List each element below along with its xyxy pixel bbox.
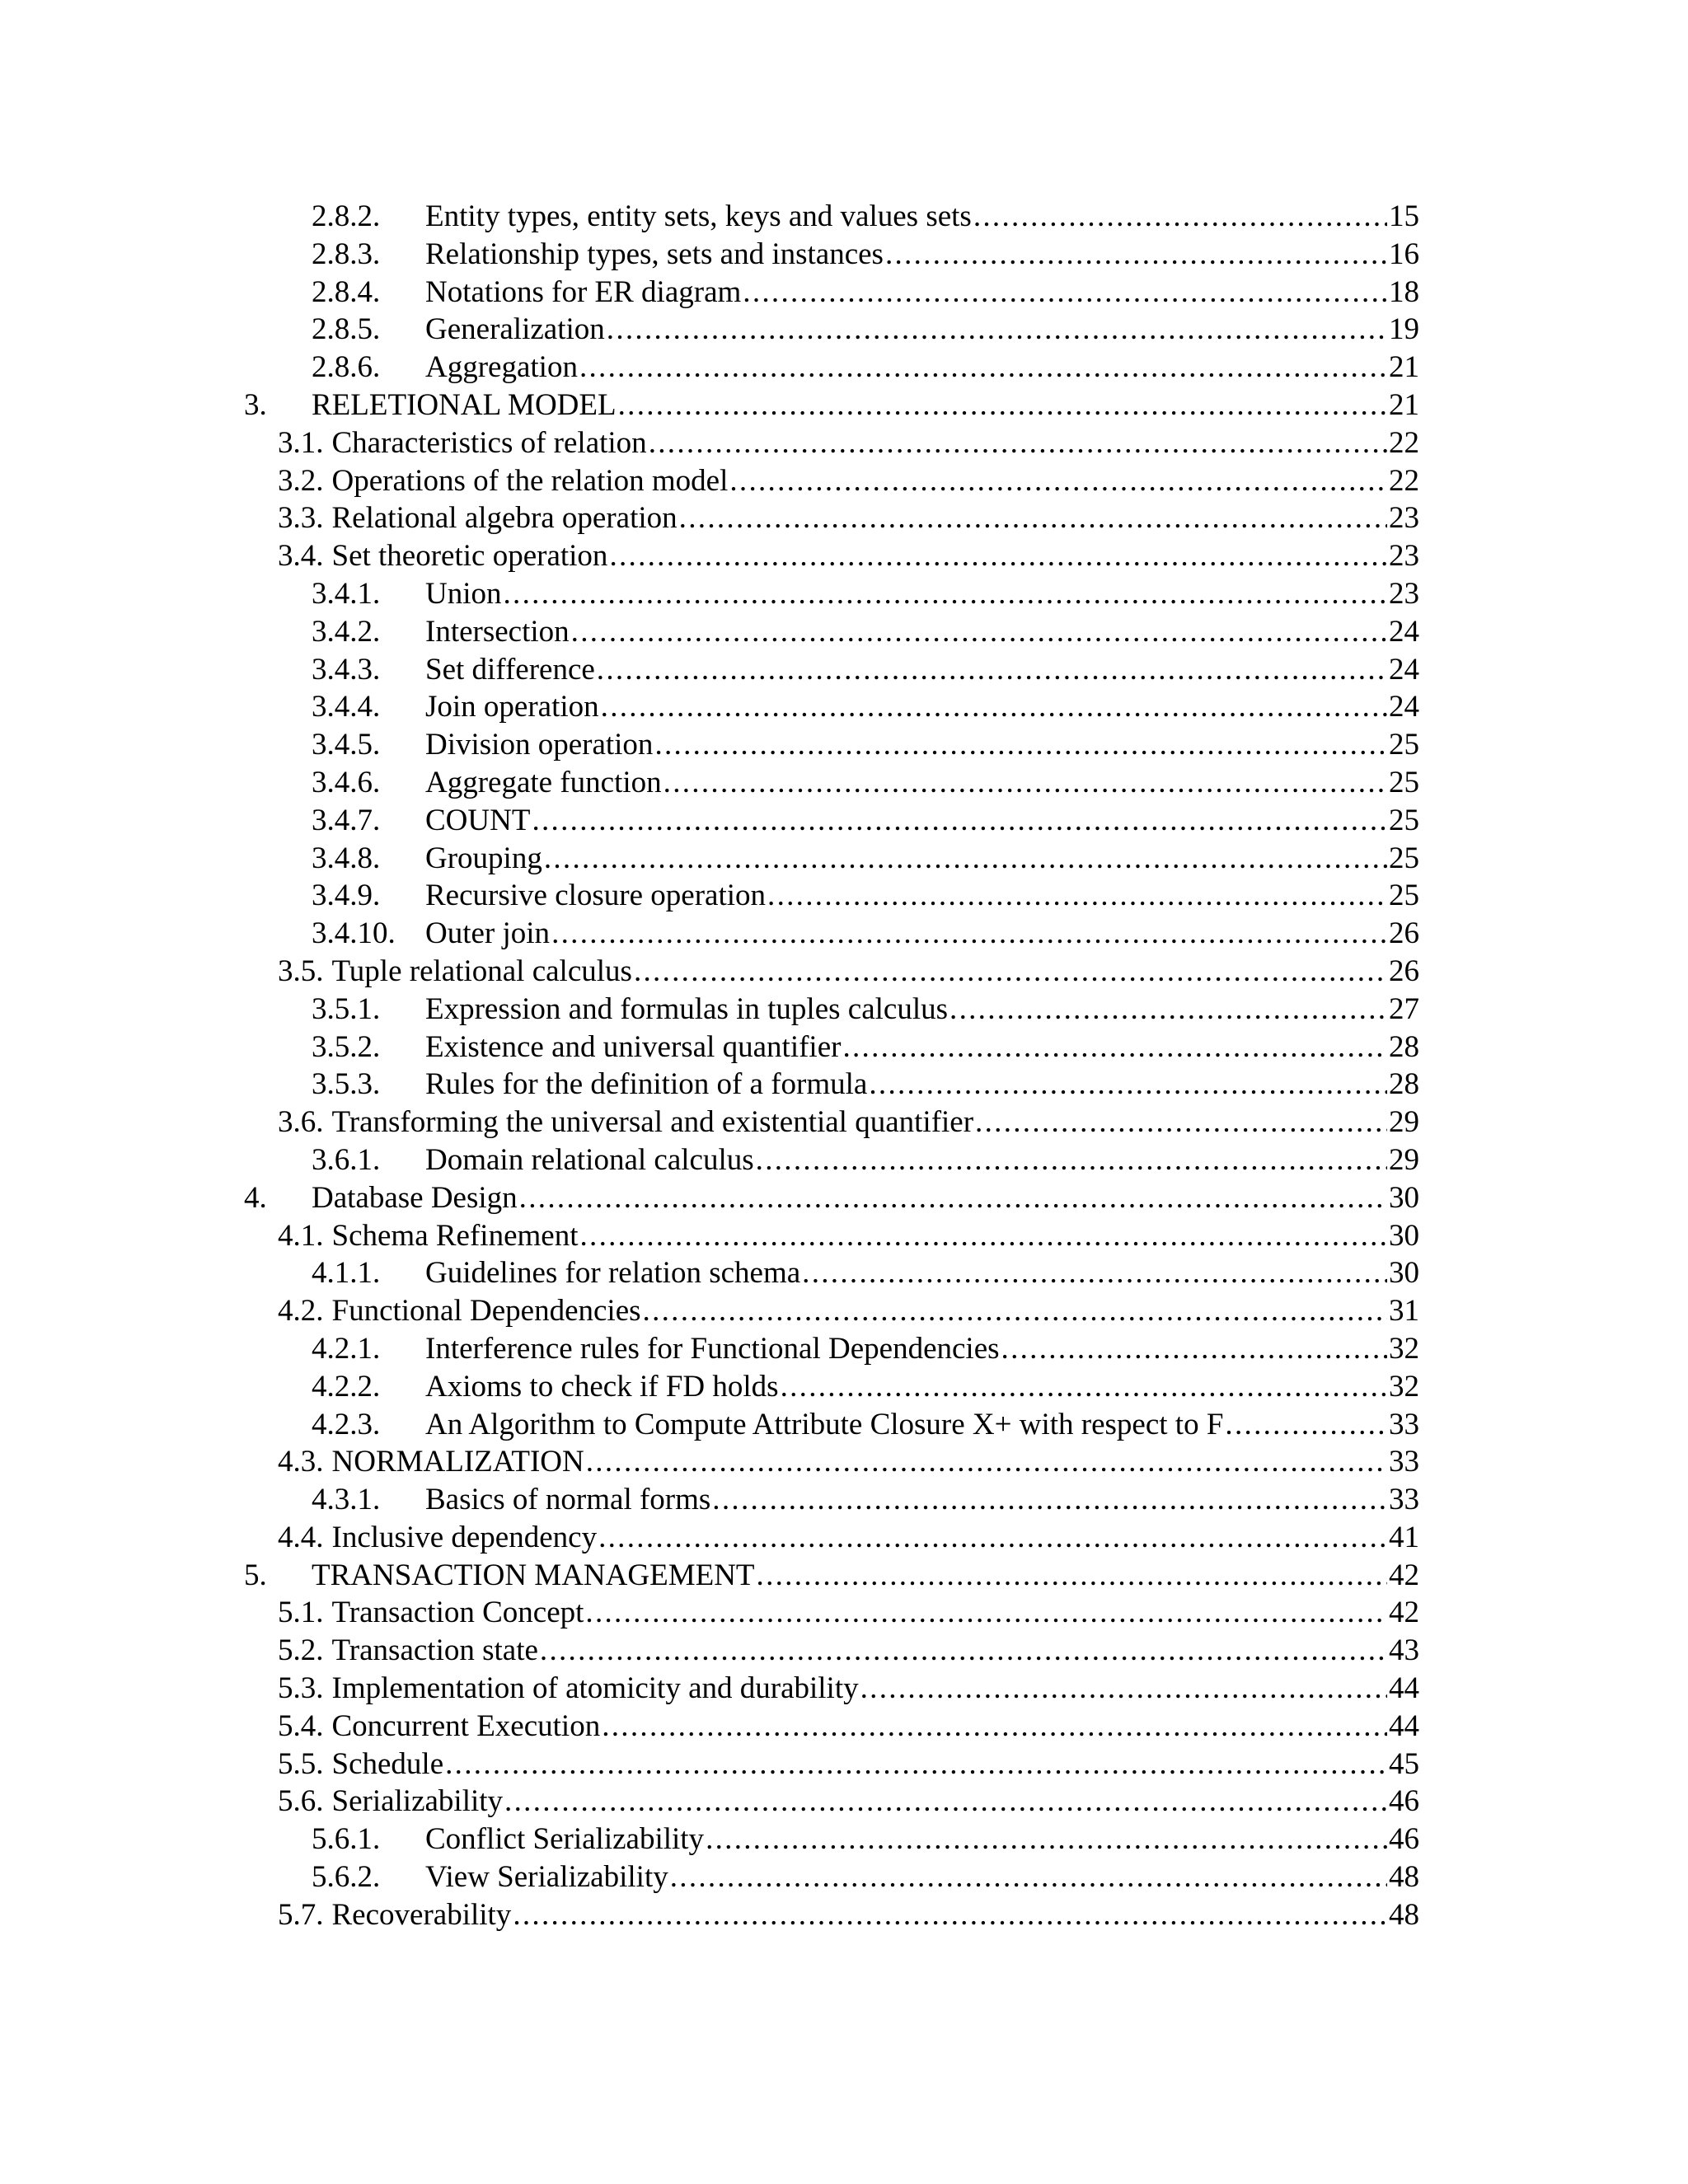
- toc-entry-line: [278, 1292, 1419, 1330]
- toc-entry-title: Generalization: [425, 312, 605, 347]
- dot-leader: [756, 1141, 1387, 1179]
- toc-entry-title: Interference rules for Functional Dependencies: [425, 1331, 1000, 1366]
- dot-leader: [885, 236, 1387, 274]
- toc-entry-title: Intersection: [425, 614, 570, 649]
- toc-entry[interactable]: [0, 1029, 1688, 1066]
- toc-entry-title: Existence and universal quantifier: [425, 1029, 842, 1064]
- toc-entry[interactable]: [0, 387, 1688, 424]
- toc-entry[interactable]: [0, 1821, 1688, 1858]
- toc-entry-line: [312, 651, 1419, 689]
- dot-leader: [975, 1104, 1387, 1141]
- toc-entry-number: 4.2.2.: [312, 1369, 381, 1404]
- toc-entry-number: 3.5.3.: [312, 1067, 381, 1102]
- dot-leader: [743, 274, 1387, 312]
- toc-entry-line: [312, 1858, 1419, 1896]
- toc-entry-line: [312, 1368, 1419, 1406]
- toc-entry-title: Guidelines for relation schema: [425, 1256, 801, 1291]
- toc-entry-page: 28: [1389, 1067, 1419, 1102]
- toc-entry-title: Conflict Serializability: [425, 1822, 705, 1857]
- toc-entry-number: 2.8.2.: [312, 199, 381, 233]
- toc-entry-page: 42: [1389, 1558, 1419, 1592]
- dot-leader: [540, 1632, 1387, 1670]
- toc-entry-page: 33: [1389, 1483, 1419, 1517]
- toc-entry-line: [312, 726, 1419, 764]
- toc-entry[interactable]: [0, 1066, 1688, 1104]
- toc-entry-line: [312, 198, 1419, 236]
- toc-entry[interactable]: [0, 802, 1688, 840]
- toc-entry-number: 5.7.: [278, 1897, 324, 1932]
- toc-entry-page: 28: [1389, 1029, 1419, 1064]
- toc-entry-number: 3.5.: [278, 954, 324, 988]
- toc-entry[interactable]: [0, 1519, 1688, 1557]
- toc-entry-title: Concurrent Execution: [331, 1708, 601, 1743]
- dot-leader: [706, 1821, 1387, 1858]
- dot-leader: [634, 953, 1387, 991]
- toc-entry[interactable]: [0, 726, 1688, 764]
- toc-entry-line: [312, 1141, 1419, 1179]
- toc-entry-line: [244, 1179, 1419, 1217]
- toc-entry[interactable]: [0, 840, 1688, 878]
- toc-entry[interactable]: [0, 1104, 1688, 1141]
- toc-entry-number: 3.4.5.: [312, 728, 381, 762]
- toc-entry-line: [312, 1254, 1419, 1292]
- toc-entry-page: 24: [1389, 690, 1419, 724]
- toc-entry-page: 23: [1389, 501, 1419, 536]
- toc-entry-title: Aggregate function: [425, 765, 662, 799]
- toc-entry-line: [278, 424, 1419, 462]
- toc-entry[interactable]: [0, 236, 1688, 274]
- dot-leader: [601, 688, 1387, 726]
- dot-leader: [663, 764, 1387, 802]
- dot-leader: [670, 1858, 1387, 1896]
- dot-leader: [598, 1519, 1387, 1557]
- toc-entry-line: [278, 1896, 1419, 1934]
- toc-entry-title: Aggregation: [425, 350, 578, 385]
- toc-entry-number: 3.6.: [278, 1105, 324, 1140]
- toc-entry-line: [312, 991, 1419, 1029]
- toc-entry-number: 3.4.: [278, 539, 324, 574]
- toc-entry[interactable]: [0, 1896, 1688, 1934]
- toc-entry-line: [312, 1406, 1419, 1444]
- toc-entry-number: 4.2.3.: [312, 1407, 381, 1441]
- toc-entry-page: 19: [1389, 312, 1419, 347]
- toc-entry[interactable]: [0, 1594, 1688, 1632]
- toc-entry-line: [244, 387, 1419, 424]
- toc-entry-title: Notations for ER diagram: [425, 274, 742, 309]
- toc-entry-title: Inclusive dependency: [331, 1520, 598, 1554]
- toc-entry[interactable]: [0, 424, 1688, 462]
- toc-entry[interactable]: [0, 688, 1688, 726]
- toc-entry[interactable]: [0, 613, 1688, 651]
- toc-entry-page: 22: [1389, 463, 1419, 498]
- toc-entry-number: 2.8.6.: [312, 350, 381, 385]
- toc-entry-title: Transaction state: [331, 1633, 538, 1668]
- toc-entry-title: Outer join: [425, 916, 551, 951]
- toc-entry-page: 26: [1389, 916, 1419, 951]
- toc-entry-number: 4.4.: [278, 1520, 324, 1554]
- toc-entry-title: Entity types, entity sets, keys and values sets: [425, 199, 972, 233]
- dot-leader: [869, 1066, 1387, 1104]
- dot-leader: [571, 613, 1387, 651]
- toc-entry-number: 3.2.: [278, 463, 324, 498]
- dot-leader: [973, 198, 1387, 236]
- toc-entry-title: Grouping: [425, 841, 542, 875]
- dot-leader: [585, 1594, 1387, 1632]
- toc-entry-line: [312, 575, 1419, 613]
- toc-entry[interactable]: [0, 499, 1688, 537]
- toc-entry-page: 25: [1389, 803, 1419, 837]
- toc-entry-line: [312, 764, 1419, 802]
- toc-entry-title: Transforming the universal and existential quantifier: [331, 1105, 974, 1140]
- toc-entry-page: 26: [1389, 954, 1419, 988]
- toc-entry[interactable]: [0, 1746, 1688, 1783]
- toc-entry-number: 3.4.3.: [312, 652, 381, 687]
- toc-entry-page: 44: [1389, 1708, 1419, 1743]
- toc-entry-number: 4.1.1.: [312, 1256, 381, 1291]
- dot-leader: [781, 1368, 1387, 1406]
- toc-entry-number: 3.4.4.: [312, 690, 381, 724]
- dot-leader: [504, 1783, 1387, 1821]
- toc-entry-number: 3.4.7.: [312, 803, 381, 837]
- toc-entry-title: Axioms to check if FD holds: [425, 1369, 779, 1404]
- toc-entry-line: [312, 688, 1419, 726]
- toc-entry-number: 2.8.3.: [312, 237, 381, 271]
- dot-leader: [513, 1896, 1387, 1934]
- toc-entry-title: Join operation: [425, 690, 599, 724]
- dot-leader: [654, 726, 1387, 764]
- toc-entry-page: 25: [1389, 765, 1419, 799]
- dot-leader: [504, 575, 1388, 613]
- toc-entry-title: Database Design: [312, 1180, 518, 1215]
- toc-entry-line: [312, 1066, 1419, 1104]
- toc-entry-page: 24: [1389, 652, 1419, 687]
- toc-entry-title: Functional Dependencies: [331, 1294, 641, 1329]
- toc-entry-line: [312, 840, 1419, 878]
- toc-entry-page: 33: [1389, 1445, 1419, 1479]
- dot-leader: [1225, 1406, 1387, 1444]
- toc-entry[interactable]: [0, 462, 1688, 500]
- toc-entry-title: TRANSACTION MANAGEMENT: [312, 1558, 755, 1592]
- dot-leader: [842, 1029, 1387, 1066]
- dot-leader: [532, 802, 1387, 840]
- toc-entry-line: [278, 537, 1419, 575]
- toc-entry-line: [278, 1783, 1419, 1821]
- toc-entry-page: 27: [1389, 991, 1419, 1026]
- toc-entry-title: Domain relational calculus: [425, 1142, 754, 1177]
- toc-entry-title: Serializability: [331, 1784, 504, 1819]
- toc-entry-title: Set theoretic operation: [331, 539, 608, 574]
- dot-leader: [579, 349, 1387, 387]
- dot-leader: [445, 1746, 1387, 1783]
- toc-entry-number: 5.6.2.: [312, 1860, 381, 1895]
- toc-entry-number: 3.4.8.: [312, 841, 381, 875]
- dot-leader: [643, 1292, 1387, 1330]
- toc-entry-number: 5.4.: [278, 1708, 324, 1743]
- toc-entry-page: 45: [1389, 1746, 1419, 1781]
- toc-entry-line: [278, 1443, 1419, 1481]
- toc-entry-title: Union: [425, 576, 502, 611]
- dot-leader: [679, 499, 1387, 537]
- toc-entry-line: [312, 349, 1419, 387]
- toc-entry[interactable]: [0, 1179, 1688, 1217]
- toc-entry[interactable]: [0, 1330, 1688, 1368]
- toc-entry-line: [278, 1708, 1419, 1746]
- toc-entry[interactable]: [0, 1481, 1688, 1519]
- toc-entry-page: 31: [1389, 1294, 1419, 1329]
- dot-leader: [729, 462, 1387, 500]
- toc-entry-number: 3.4.10.: [312, 916, 396, 951]
- toc-entry-page: 43: [1389, 1633, 1419, 1668]
- toc-entry[interactable]: [0, 311, 1688, 349]
- dot-leader: [544, 840, 1387, 878]
- toc-entry-number: 3.4.2.: [312, 614, 381, 649]
- toc-entry-page: 23: [1389, 576, 1419, 611]
- toc-entry-title: Basics of normal forms: [425, 1483, 711, 1517]
- toc-entry[interactable]: [0, 1141, 1688, 1179]
- toc-entry[interactable]: [0, 915, 1688, 953]
- toc-entry[interactable]: [0, 1632, 1688, 1670]
- toc-entry[interactable]: [0, 764, 1688, 802]
- toc-entry-number: 5.5.: [278, 1746, 324, 1781]
- toc-entry[interactable]: [0, 1557, 1688, 1595]
- toc-entry-page: 33: [1389, 1407, 1419, 1441]
- toc-entry-number: 3.6.1.: [312, 1142, 381, 1177]
- dot-leader: [607, 311, 1387, 349]
- toc-entry-line: [278, 1594, 1419, 1632]
- toc-entry-title: Transaction Concept: [331, 1596, 584, 1630]
- toc-entry-number: 3.4.6.: [312, 765, 381, 799]
- toc-entry-page: 46: [1389, 1784, 1419, 1819]
- toc-entry-number: 3.1.: [278, 425, 324, 460]
- toc-entry-line: [312, 311, 1419, 349]
- dot-leader: [618, 387, 1387, 424]
- toc-entry[interactable]: [0, 1443, 1688, 1481]
- dot-leader: [860, 1670, 1387, 1708]
- toc-entry-page: 46: [1389, 1822, 1419, 1857]
- toc-entry-number: 4.2.: [278, 1294, 324, 1329]
- toc-entry-number: 5.1.: [278, 1596, 324, 1630]
- dot-leader: [551, 915, 1387, 953]
- toc-entry-title: Relational algebra operation: [331, 501, 678, 536]
- toc-entry-number: 4.3.: [278, 1445, 324, 1479]
- dot-leader: [519, 1179, 1387, 1217]
- toc-entry-number: 5.6.1.: [312, 1822, 381, 1857]
- toc-entry-title: Operations of the relation model: [331, 463, 729, 498]
- toc-entry-number: 3.: [244, 387, 267, 422]
- toc-entry-line: [278, 953, 1419, 991]
- toc-entry-page: 24: [1389, 614, 1419, 649]
- toc-entry[interactable]: [0, 1858, 1688, 1896]
- toc-entry-line: [312, 613, 1419, 651]
- toc-entry[interactable]: [0, 1217, 1688, 1255]
- dot-leader: [649, 424, 1387, 462]
- toc-entry-number: 4.1.: [278, 1218, 324, 1253]
- dot-leader: [767, 877, 1387, 915]
- toc-entry-page: 44: [1389, 1671, 1419, 1706]
- dot-leader: [602, 1708, 1387, 1746]
- toc-entry-number: 2.8.4.: [312, 274, 381, 309]
- toc-entry-number: 3.5.2.: [312, 1029, 381, 1064]
- toc-entry-title: Schedule: [331, 1746, 444, 1781]
- toc-entry-title: Characteristics of relation: [331, 425, 647, 460]
- dot-leader: [597, 651, 1387, 689]
- toc-entry-title: Expression and formulas in tuples calculus: [425, 991, 949, 1026]
- toc-entry-page: 30: [1389, 1218, 1419, 1253]
- toc-entry-page: 23: [1389, 539, 1419, 574]
- toc-entry[interactable]: [0, 1783, 1688, 1821]
- toc-entry-number: 3.3.: [278, 501, 324, 536]
- toc-entry-page: 15: [1389, 199, 1419, 233]
- toc-entry-number: 2.8.5.: [312, 312, 381, 347]
- toc-entry-number: 5.3.: [278, 1671, 324, 1706]
- toc-entry-line: [278, 499, 1419, 537]
- toc-entry-line: [312, 802, 1419, 840]
- toc-entry-page: 30: [1389, 1180, 1419, 1215]
- toc-entry-line: [244, 1557, 1419, 1595]
- toc-entry[interactable]: [0, 349, 1688, 387]
- toc-entry-title: Set difference: [425, 652, 595, 687]
- toc-entry-title: Recursive closure operation: [425, 879, 767, 913]
- toc-entry[interactable]: [0, 274, 1688, 312]
- toc-entry[interactable]: [0, 1406, 1688, 1444]
- toc-entry-title: Relationship types, sets and instances: [425, 237, 884, 271]
- toc-entry[interactable]: [0, 991, 1688, 1029]
- toc-entry-number: 5.: [244, 1558, 267, 1592]
- dot-leader: [757, 1557, 1387, 1595]
- toc-entry[interactable]: [0, 953, 1688, 991]
- toc-entry-page: 42: [1389, 1596, 1419, 1630]
- toc-entry-number: 4.3.1.: [312, 1483, 381, 1517]
- toc-entry-line: [312, 915, 1419, 953]
- toc-entry-number: 5.2.: [278, 1633, 324, 1668]
- toc-entry-page: 16: [1389, 237, 1419, 271]
- toc-entry[interactable]: [0, 1708, 1688, 1746]
- toc-entry-number: 3.4.9.: [312, 879, 381, 913]
- toc-entry-title: An Algorithm to Compute Attribute Closure X+ with respect to F: [425, 1407, 1224, 1441]
- toc-entry-line: [278, 1217, 1419, 1255]
- toc-entry-line: [278, 1519, 1419, 1557]
- toc-entry-line: [312, 1330, 1419, 1368]
- toc-entry-page: 48: [1389, 1860, 1419, 1895]
- toc-entry-page: 41: [1389, 1520, 1419, 1554]
- toc-entry[interactable]: [0, 1368, 1688, 1406]
- toc-entry[interactable]: [0, 651, 1688, 689]
- toc-entry-title: Division operation: [425, 728, 654, 762]
- table-of-contents: [0, 198, 1688, 1934]
- toc-entry-page: 21: [1389, 350, 1419, 385]
- toc-entry-title: NORMALIZATION: [331, 1445, 584, 1479]
- toc-entry-page: 48: [1389, 1897, 1419, 1932]
- dot-leader: [802, 1254, 1387, 1292]
- toc-entry-title: Rules for the definition of a formula: [425, 1067, 868, 1102]
- toc-entry-line: [278, 1632, 1419, 1670]
- toc-entry[interactable]: [0, 537, 1688, 575]
- dot-leader: [712, 1481, 1387, 1519]
- toc-entry[interactable]: [0, 575, 1688, 613]
- toc-entry-number: 3.5.1.: [312, 991, 381, 1026]
- toc-entry[interactable]: [0, 1292, 1688, 1330]
- toc-entry-title: View Serializability: [425, 1860, 668, 1895]
- toc-entry-line: [312, 877, 1419, 915]
- toc-entry-page: 32: [1389, 1331, 1419, 1366]
- toc-entry-page: 32: [1389, 1369, 1419, 1404]
- toc-entry-number: 3.4.1.: [312, 576, 381, 611]
- toc-entry-page: 29: [1389, 1105, 1419, 1140]
- toc-entry[interactable]: [0, 1670, 1688, 1708]
- toc-entry-line: [312, 1029, 1419, 1066]
- dot-leader: [609, 537, 1387, 575]
- toc-entry-line: [312, 236, 1419, 274]
- toc-entry-title: Recoverability: [331, 1897, 512, 1932]
- dot-leader: [579, 1217, 1387, 1255]
- toc-entry-page: 30: [1389, 1256, 1419, 1291]
- toc-entry-line: [278, 1746, 1419, 1783]
- toc-entry-number: 5.6.: [278, 1784, 324, 1819]
- toc-entry-line: [312, 274, 1419, 312]
- toc-entry-title: RELETIONAL MODEL: [312, 387, 617, 422]
- toc-entry-page: 29: [1389, 1142, 1419, 1177]
- toc-entry[interactable]: [0, 877, 1688, 915]
- toc-entry-page: 18: [1389, 274, 1419, 309]
- toc-entry-number: 4.: [244, 1180, 267, 1215]
- toc-entry-line: [278, 1670, 1419, 1708]
- toc-entry[interactable]: [0, 1254, 1688, 1292]
- toc-entry-title: Implementation of atomicity and durability: [331, 1671, 859, 1706]
- toc-entry-page: 25: [1389, 841, 1419, 875]
- toc-entry-page: 25: [1389, 728, 1419, 762]
- toc-entry[interactable]: [0, 198, 1688, 236]
- toc-entry-line: [278, 462, 1419, 500]
- toc-entry-page: 22: [1389, 425, 1419, 460]
- toc-entry-page: 21: [1389, 387, 1419, 422]
- toc-entry-page: 25: [1389, 879, 1419, 913]
- toc-entry-title: Schema Refinement: [331, 1218, 579, 1253]
- toc-entry-line: [278, 1104, 1419, 1141]
- toc-entry-line: [312, 1481, 1419, 1519]
- toc-entry-line: [312, 1821, 1419, 1858]
- dot-leader: [1001, 1330, 1387, 1368]
- dot-leader: [586, 1443, 1387, 1481]
- toc-entry-title: COUNT: [425, 803, 531, 837]
- dot-leader: [950, 991, 1387, 1029]
- toc-entry-title: Tuple relational calculus: [331, 954, 632, 988]
- toc-entry-number: 4.2.1.: [312, 1331, 381, 1366]
